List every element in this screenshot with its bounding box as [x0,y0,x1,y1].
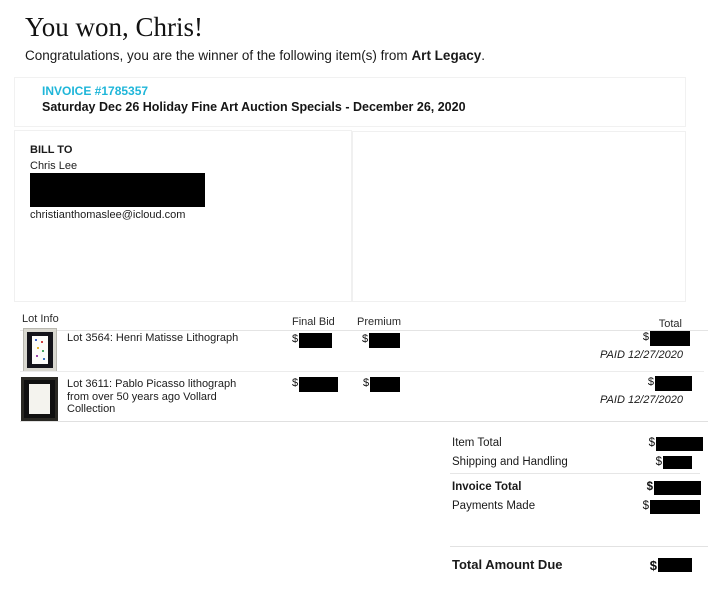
summary-divider [450,473,700,474]
currency-symbol: $ [642,331,649,343]
redacted-amount [655,376,692,391]
summary-label-invoice-total: Invoice Total [452,481,522,493]
redacted-amount [656,437,703,451]
redacted-amount [370,377,400,392]
final-bid-value [292,333,332,348]
redacted-amount [658,558,692,572]
total-value [643,331,690,346]
currency-symbol: $ [648,437,655,449]
summary-value-total-amount-due [650,558,692,573]
column-header-lot-info: Lot Info [22,313,59,325]
summary-value-invoice-total [647,481,701,495]
final-bid-value [292,377,338,392]
paid-status: PAID 12/27/2020 [600,349,683,361]
lot-title: Lot 3564: Henri Matisse Lithograph [67,332,239,344]
paid-status: PAID 12/27/2020 [600,394,683,406]
page-title: You won, Chris! [25,12,204,42]
summary-value-item-total [649,437,703,451]
summary-label-item-total: Item Total [452,437,502,449]
address-redaction-box [30,173,205,207]
summary-label-payments-made: Payments Made [452,500,536,512]
empty-address-cell [352,131,686,302]
currency-symbol: $ [642,500,649,512]
premium-value [363,377,400,392]
currency-symbol: $ [363,377,370,389]
column-header-premium: Premium [357,316,402,328]
redacted-amount [663,456,692,469]
summary-label-total-amount-due: Total Amount Due [452,557,563,572]
lot-thumbnail-matisse[interactable] [23,328,57,372]
currency-symbol: $ [655,456,662,468]
page-subtitle [25,48,485,63]
redacted-amount [299,333,332,348]
redacted-amount [299,377,338,392]
redacted-amount [650,331,690,346]
lot-title: Lot 3611: Pablo Picasso lithograph from over 50 years ago Vollard Collection [67,378,237,415]
currency-symbol: $ [292,333,299,345]
redacted-amount [369,333,400,348]
currency-symbol: $ [292,377,299,389]
invoice-number-link[interactable]: INVOICE #1785357 [42,84,149,98]
redacted-amount [650,500,700,514]
thumbnail-mat [27,332,53,368]
total-value [648,376,692,391]
bill-to-name: Chris Lee [30,160,78,172]
header-divider [20,330,708,331]
currency-symbol: $ [647,376,654,388]
row-divider [20,371,704,372]
column-header-total: Total [658,318,682,330]
redacted-amount [654,481,701,495]
artwork-image [32,336,48,364]
subtitle-period: . [481,48,485,63]
currency-symbol: $ [362,333,369,345]
summary-value-payments-made [643,500,700,514]
total-due-divider [450,546,708,547]
column-header-final-bid: Final Bid [292,316,335,328]
currency-symbol: $ [649,558,657,573]
brand-name: Art Legacy [411,48,482,63]
premium-value [362,333,400,348]
table-bottom-divider [20,421,708,422]
bill-to-label: BILL TO [30,144,73,156]
artwork-image [29,384,50,414]
summary-value-shipping [656,456,692,469]
lot-thumbnail-picasso[interactable] [21,377,58,421]
currency-symbol: $ [646,481,653,493]
summary-label-shipping: Shipping and Handling [452,456,568,468]
bill-to-email-link[interactable]: christianthomaslee@icloud.com [30,209,186,221]
auction-title: Saturday Dec 26 Holiday Fine Art Auction Specials - December 26, 2020 [42,100,466,114]
thumbnail-liner [24,380,55,418]
subtitle-text: Congratulations, you are the winner of the following item(s) from [25,48,412,63]
